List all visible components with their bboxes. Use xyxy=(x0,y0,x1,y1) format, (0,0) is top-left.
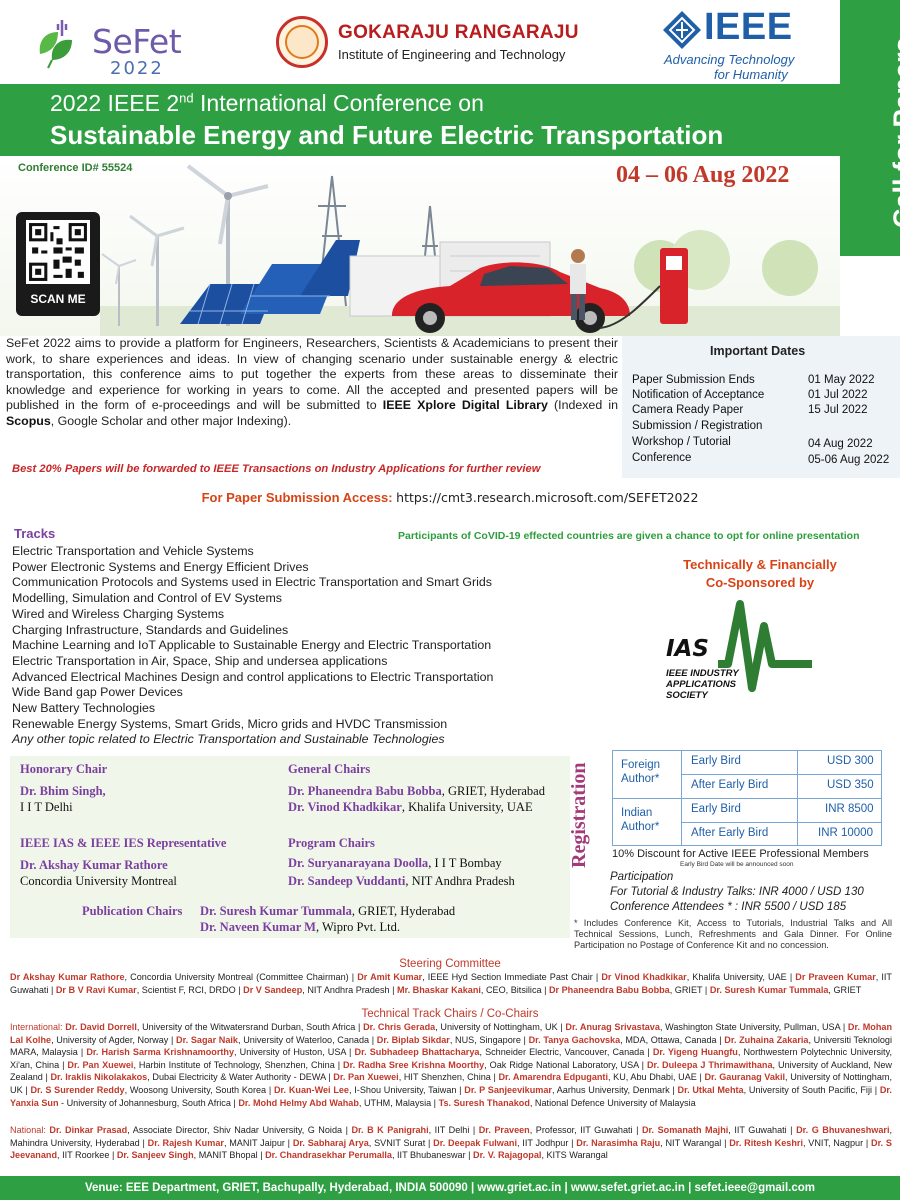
scan-me-label: SCAN ME xyxy=(30,292,86,306)
conference-title-line2: Sustainable Energy and Future Electric Transportation xyxy=(50,120,724,150)
ieee-representative-heading: IEEE IAS & IEEE IES Representative xyxy=(20,836,227,850)
track-item: Wide Band gap Power Devices xyxy=(12,685,183,700)
indian-author-label: Author* xyxy=(621,821,660,833)
ias-subtitle: IEEE INDUSTRY APPLICATIONS SOCIETY xyxy=(666,668,739,701)
foreign-author-label: Author* xyxy=(621,773,660,785)
conference-id: Conference ID# 55524 xyxy=(18,162,133,174)
early-bird-note: Early Bird Date will be announced soon xyxy=(680,861,794,868)
header xyxy=(0,0,900,84)
best-papers-note: Best 20% Papers will be forwarded to IEEE Transactions on Industry Applications for further review xyxy=(12,463,541,475)
tracks-heading: Tracks xyxy=(14,526,56,541)
registration-label: Registration xyxy=(568,762,590,868)
date-row-label: Submission / Registration xyxy=(632,420,763,432)
track-item: Any other topic related to Electric Transportation and Sustainable Technologies xyxy=(12,732,445,747)
date-row-label: Workshop / Tutorial xyxy=(632,436,731,448)
hero-illustration xyxy=(100,156,840,336)
ieee-representative-name: Dr. Akshay Kumar Rathore xyxy=(20,858,168,872)
track-item: Electric Transportation and Vehicle Systems xyxy=(12,544,254,558)
qr-code-icon xyxy=(26,220,90,284)
track-item: Machine Learning and IoT Applicable to Sustainable Energy and Electric Transportation xyxy=(12,638,492,653)
submission-link[interactable]: https://cmt3.research.microsoft.com/SEFET2022 xyxy=(396,490,699,505)
date-row-value: 05-06 Aug 2022 xyxy=(808,454,890,466)
date-row-value: 15 Jul 2022 xyxy=(808,404,868,416)
date-row-value: 04 Aug 2022 xyxy=(808,438,873,450)
fee-value: INR 8500 xyxy=(825,803,874,815)
early-bird-label: Early Bird xyxy=(691,755,741,767)
ieee-tagline-2: for Humanity xyxy=(714,67,788,82)
fee-value: INR 10000 xyxy=(818,827,873,839)
foreign-author-label: Foreign xyxy=(621,759,660,771)
national-chairs-list: National: Dr. Dinkar Prasad, Associate Director, Shiv Nadar University, G Noida | Dr. B K Panigrahi, IIT Delhi | Dr. Praveen, Professor, IIT Guwahati | Dr. Somanath Majhi, IIT Guwahati | Dr. G Bhuvaneshwari, Mahindra University, Hyderabad | Dr. Rajesh Kumar, MANIT Jaipur | Dr. Sabharaj Arya, SVNIT Surat | Dr. Deepak Fulwani, IIT Jodhpur | Dr. Narasimha Raju, NIT Warangal | Dr. Ritesh Keshri, VNIT, Nagpur | Dr. S Jeevanand, IIT Roorkee | Dr. Sanjeev Singh, MANIT Bhopal | Dr. Chandrasekhar Perumalla, IIT Bhubaneswar | Dr. V. Rajagopal, KITS Warangal xyxy=(10,1125,893,1161)
ieee-discount-note: 10% Discount for Active IEEE Professional Members xyxy=(612,848,869,860)
fee-value: USD 300 xyxy=(827,755,874,767)
track-item: Charging Infrastructure, Standards and Guidelines xyxy=(12,622,289,637)
publication-chair-entry: Dr. Naveen Kumar M, Wipro Pvt. Ltd. xyxy=(200,920,400,934)
after-early-bird-label: After Early Bird xyxy=(691,779,769,791)
date-row-label: Paper Submission Ends xyxy=(632,374,755,386)
paper-submission-line: For Paper Submission Access: https://cmt3.research.microsoft.com/SEFET2022 xyxy=(201,490,699,505)
conference-title-band xyxy=(0,84,840,156)
general-chair-entry: Dr. Phaneendra Babu Bobba, GRIET, Hyderabad xyxy=(288,784,545,798)
sefet-year: 2022 xyxy=(110,58,164,79)
steering-committee-list: Dr Akshay Kumar Rathore, Concordia University Montreal (Committee Chairman) | Dr Amit Kumar, IEEE Hyd Section Immediate Past Chair | Dr Vinod Khadkikar, Khalifa University, UAE | Dr Praveen Kumar, IIT Guwahati | Dr B V Ravi Kumar, Scientist F, RCI, DRDO | Dr V Sandeep, NIT Andhra Pradesh | Mr. Bhaskar Kakani, CEO, Bitsilica | Dr Phaneendra Babu Bobba, GRIET | Dr. Suresh Kumar Tummala, GRIET xyxy=(10,972,892,995)
indian-author-label: Indian xyxy=(621,807,653,819)
important-dates-title: Important Dates xyxy=(710,344,806,358)
venue-footer: Venue: EEE Department, GRIET, Bachupally, Hyderabad, INDIA 500090 | www.griet.ac.in | www.sefet.griet.ac.in | sefet.ieee@gmail.com xyxy=(0,1176,900,1200)
track-item: Communication Protocols and Systems used in Electric Transportation and Smart Grids xyxy=(12,575,492,590)
covid-note: Participants of CoVID-19 effected countries are given a chance to opt for online presentation xyxy=(398,530,860,542)
griet-name: GOKARAJU RANGARAJU xyxy=(338,22,579,43)
international-chairs-list: International: Dr. David Dorrell, University of the Witwatersrand Durban, South Africa | Dr. Chris Gerada, University of Nottingham, UK | Dr. Anurag Srivastava, Washington State University, Pullman, USA | Dr. Mohan Lal Kolhe, University of Agder, Norway | Dr. Sagar Naik, University of Waterloo, Canada | Dr. Biplab Sikdar, NUS, Singapore | Dr. Tanya Gachovska, MDA, Ottawa, Canada | Dr. Zuhaina Zakaria, Universiti Teknologi MARA, Malaysia | Dr. Harish Sarma Krishnamoorthy, University of Huston, USA | Dr. Subhadeep Bhattacharya, Schneider Electric, Vancouver, Canada | Dr. Yigeng Huangfu, Northwestern Polytechnic University, Xi'an, China | Dr. Pan Xuewei, Harbin Institute of Technology, Shenzhen, China | Dr. Radha Sree Krishna Moorthy, Oak Ridge National Laboratory, USA | Dr. Duleepa J Thrimawithana, University of Auckland, New Zealand | Dr. Iraklis Nikolakakos, Dubai Electricity & Water Authority - DEWA | Dr. Pan Xuewei, HIT Shenzhen, China | Dr. Amarendra Edpuganti, KU, Abu Dhabi, UAE | Dr. Gauranag Vakil, University of Nottingham, UK | Dr. S Surender Reddy, Woosong University, South Korea | Dr. Kuan-Wei Lee, I-Shou University, Taiwan | Dr. P Sanjeevikumar, Aarhus University, Denmark | Dr. Utkal Mehta, University of South Pacific, Fiji | Dr. Yanxia Sun - University of Johannesburg, South Africa | Dr. Mohd Helmy Abd Wahab, UTHM, Malaysia | Ts. Suresh Thanakod, National Defence University of Malaysia xyxy=(10,1022,893,1108)
technical-chairs-title: Technical Track Chairs / Co-Chairs xyxy=(361,1008,539,1020)
honorary-chair-affiliation: I I T Delhi xyxy=(20,800,73,814)
date-row-label: Conference xyxy=(632,452,692,464)
program-chair-entry: Dr. Sandeep Vuddanti, NIT Andhra Pradesh xyxy=(288,874,515,888)
ieee-logo xyxy=(660,4,820,84)
ias-logo xyxy=(666,596,816,726)
ieee-tagline-1: Advancing Technology xyxy=(664,52,795,67)
program-chairs-heading: Program Chairs xyxy=(288,836,375,850)
track-item: Electric Transportation in Air, Space, Ship and undersea applications xyxy=(12,653,388,668)
honorary-chair-name: Dr. Bhim Singh, xyxy=(20,784,106,798)
call-for-papers-text: Call for Papers xyxy=(888,37,918,228)
publication-chair-entry: Dr. Suresh Kumar Tummala, GRIET, Hyderabad xyxy=(200,904,456,918)
track-item: New Battery Technologies xyxy=(12,701,156,716)
conference-dates: 04 – 06 Aug 2022 xyxy=(616,162,790,188)
ieee-representative-affiliation: Concordia University Montreal xyxy=(20,874,177,888)
track-item: Power Electronic Systems and Energy Efficient Drives xyxy=(12,559,309,574)
qr-code[interactable] xyxy=(16,212,100,316)
participation-fees: Participation For Tutorial & Industry Talks: INR 4000 / USD 130 Conference Attendees * : INR 5500 / USD 185 xyxy=(610,871,864,913)
cosponsor-heading: Technically & Financially Co-Sponsored by xyxy=(683,557,837,590)
program-chair-entry: Dr. Suryanarayana Doolla, I I T Bombay xyxy=(288,856,502,870)
general-chair-entry: Dr. Vinod Khadkikar, Khalifa University, UAE xyxy=(288,800,533,814)
intro-paragraph: SeFet 2022 aims to provide a platform for Engineers, Researchers, Scientists & Academicians to present their work, to share experiences and ideas. In view of changing scenario under sustainable energy & electric transportation, this conference aims to put together the experts from these areas to disseminate their knowledge and experience for working in years to come. All the accepted and presented papers will be published in the form of e-proceedings and will be submitted to IEEE Xplore Digital Library (Indexed in Scopus, Google Scholar and other major Indexing). xyxy=(6,336,618,428)
call-for-papers-banner xyxy=(840,0,918,256)
registration-fee-table xyxy=(612,750,882,846)
date-row-label: Camera Ready Paper xyxy=(632,404,744,416)
date-row-value: 01 Jul 2022 xyxy=(808,389,868,401)
track-item: Advanced Electrical Machines Design and control applications to Electric Transportation xyxy=(12,669,494,684)
track-item: Wired and Wireless Charging Systems xyxy=(12,606,225,621)
early-bird-label: Early Bird xyxy=(691,803,741,815)
honorary-chair-heading: Honorary Chair xyxy=(20,762,108,776)
date-row-label: Notification of Acceptance xyxy=(632,389,765,401)
ieee-diamond-icon xyxy=(662,10,702,50)
publication-chairs-heading: Publication Chairs xyxy=(82,904,183,918)
griet-subtitle: Institute of Engineering and Technology xyxy=(338,47,566,62)
track-item: Renewable Energy Systems, Smart Grids, Micro grids and HVDC Transmission xyxy=(12,716,448,731)
after-early-bird-label: After Early Bird xyxy=(691,827,769,839)
ieee-wordmark: IEEE xyxy=(704,6,793,48)
sefet-logo xyxy=(32,14,192,79)
griet-logo xyxy=(276,16,596,72)
registration-includes-note: * Includes Conference Kit, Access to Tutorials, Industrial Talks and All Technical Sessions, Lunch, Refreshments and Gala Dinner. For Online Participation no Postage of Conference Kit and no concession. xyxy=(574,918,892,951)
general-chairs-heading: General Chairs xyxy=(288,762,371,776)
tracks-list xyxy=(12,544,572,748)
organizing-committee-box xyxy=(10,756,570,938)
sefet-leaf-icon xyxy=(32,14,88,70)
important-dates-box xyxy=(622,336,900,478)
ias-wordmark: IAS xyxy=(666,636,709,662)
sefet-name: SeFet xyxy=(92,22,182,61)
date-row-value: 01 May 2022 xyxy=(808,374,875,386)
griet-seal-icon xyxy=(276,16,328,68)
conference-title-line1: 2022 IEEE 2nd International Conference on xyxy=(50,90,484,116)
fee-value: USD 350 xyxy=(827,779,874,791)
steering-committee-title: Steering Committee xyxy=(399,958,501,970)
hero-section xyxy=(0,156,840,336)
track-item: Modelling, Simulation and Control of EV Systems xyxy=(12,591,282,606)
